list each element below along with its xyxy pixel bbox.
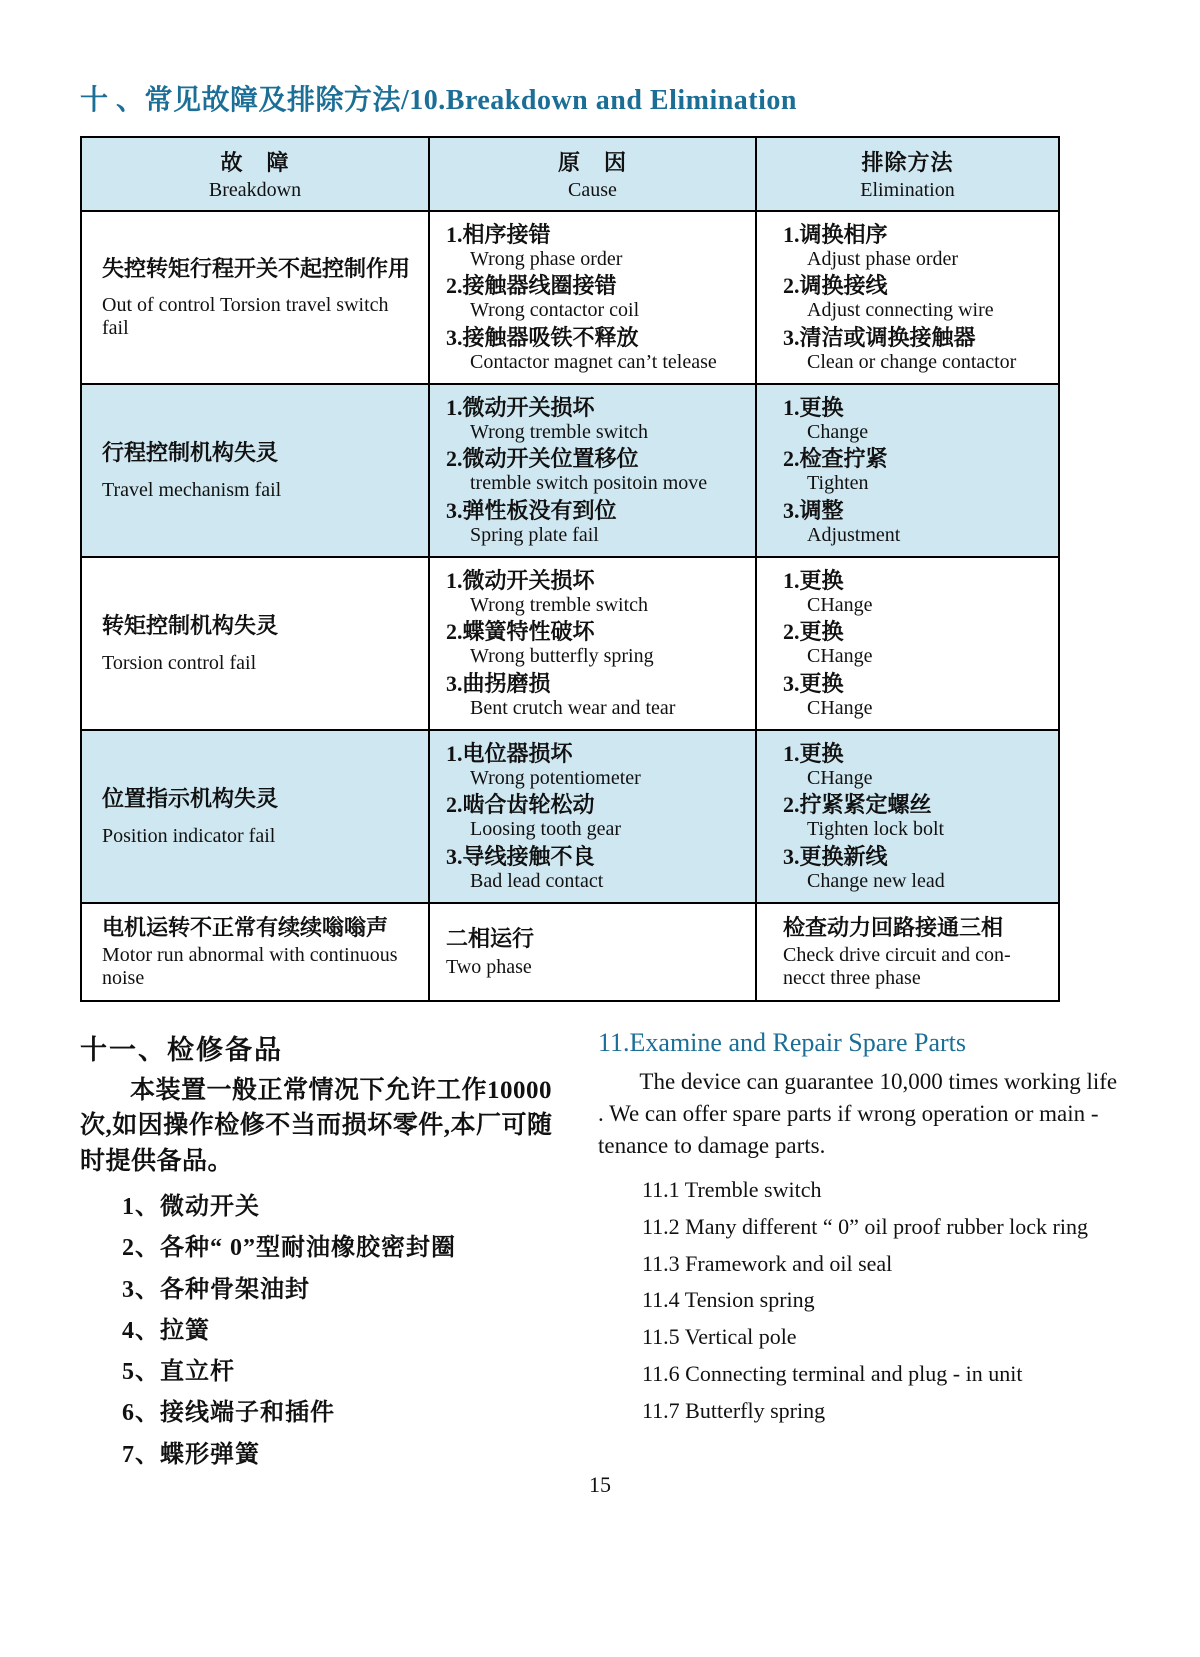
item-en: Wrong contactor coil	[470, 299, 640, 322]
item-en: Tighten lock bolt	[807, 818, 945, 841]
item-zh: 3.导线接触不良	[446, 843, 595, 869]
cause-cell	[429, 384, 756, 557]
cause-cell	[429, 557, 756, 730]
item-zh: 1.更换	[783, 568, 844, 594]
item-zh: 2.蝶簧特性破坏	[446, 619, 595, 645]
item-zh: 3.曲拐磨损	[446, 670, 551, 696]
item-en: Wrong butterfly spring	[470, 645, 654, 668]
breakdown-en: Position indicator fail	[102, 824, 276, 847]
item-zh: 1.电位器损坏	[446, 741, 573, 767]
breakdown-zh: 失控转矩行程开关不起控制作用	[102, 255, 411, 281]
elimination-cell	[756, 211, 1059, 384]
item-en: Wrong potentiometer	[470, 767, 641, 790]
cell-item	[446, 446, 749, 494]
item-zh: 2.更换	[783, 619, 844, 645]
spare-part-item-zh: 7、蝶形弹簧	[122, 1441, 260, 1468]
item-zh: 2.检查拧紧	[783, 446, 888, 472]
column-header-cause	[429, 137, 756, 211]
breakdown-en: Out of control Torsion travel switch fail	[102, 294, 389, 340]
column-header-en: Elimination	[860, 179, 955, 201]
cell-item	[783, 222, 1052, 270]
breakdown-zh: 行程控制机构失灵	[102, 440, 279, 466]
elimination-cell	[756, 384, 1059, 557]
breakdown-en: Torsion control fail	[102, 651, 257, 674]
spare-part-item-en: 11.7 Butterfly spring	[642, 1397, 826, 1423]
page-content	[80, 78, 1118, 1476]
section11-english-column	[572, 1028, 1120, 1476]
table-row	[81, 384, 1059, 557]
item-en: Bent crutch wear and tear	[470, 696, 676, 719]
breakdown-cell	[81, 903, 429, 1001]
cell-item	[446, 741, 749, 789]
item-zh: 1.调换相序	[783, 222, 888, 247]
breakdown-zh: 位置指示机构失灵	[102, 786, 279, 812]
cell-item	[783, 273, 1052, 321]
spare-part-item-en: 11.1 Tremble switch	[642, 1177, 822, 1203]
item-en: Wrong phase order	[470, 247, 623, 270]
spare-part-item-en: 11.5 Vertical pole	[642, 1324, 797, 1350]
item-en: Contactor magnet can’t telease	[470, 350, 717, 373]
section11-zh-title: 十一、检修备品	[80, 1034, 283, 1065]
column-header-en: Cause	[568, 179, 617, 201]
cell-item	[783, 619, 1052, 667]
item-en: CHange	[807, 696, 873, 719]
column-header-breakdown	[81, 137, 429, 211]
item-en: Change	[807, 420, 869, 443]
spare-parts-list-en	[642, 1172, 1120, 1429]
item-en: Wrong tremble switch	[470, 594, 649, 617]
section11-zh-paragraph: 本装置一般正常情况下允许工作10000次,如因操作检修不当而损坏零件,本厂可随时提供备品。	[80, 1076, 553, 1175]
elimination-cell	[756, 557, 1059, 730]
item-en: Adjust phase order	[807, 247, 959, 270]
item-zh: 2.拧紧紧定螺丝	[783, 792, 932, 818]
cell-item	[446, 395, 749, 443]
cell-item	[446, 222, 749, 270]
column-header-elimination	[756, 137, 1059, 211]
item-zh: 1.微动开关损坏	[446, 568, 595, 594]
item-zh: 2.接触器线圈接错	[446, 273, 617, 299]
cell-item	[783, 741, 1052, 789]
breakdown-zh: 转矩控制机构失灵	[102, 613, 279, 639]
column-header-zh: 故 障	[220, 150, 290, 175]
cell-item	[783, 671, 1052, 719]
cell-item	[446, 619, 749, 667]
elimination-cell	[756, 903, 1059, 1001]
breakdown-zh: 电机运转不正常有续续嗡嗡声	[102, 915, 389, 941]
cell-item	[783, 568, 1052, 616]
item-zh: 检查动力回路接通三相	[783, 914, 1004, 940]
table-row	[81, 557, 1059, 730]
breakdown-en: Travel mechanism fail	[102, 478, 282, 501]
spare-part-item-zh: 3、各种骨架油封	[122, 1276, 310, 1303]
item-zh: 二相运行	[446, 925, 535, 951]
cell-item	[446, 792, 749, 840]
elimination-cell	[756, 730, 1059, 903]
section11	[80, 1028, 1120, 1476]
item-en: Adjust connecting wire	[807, 299, 994, 322]
item-zh: 2.调换接线	[783, 273, 888, 299]
spare-parts-list-zh	[122, 1187, 572, 1476]
item-en: Tighten	[807, 472, 869, 495]
item-zh: 1.更换	[783, 395, 844, 421]
cause-cell	[429, 211, 756, 384]
cell-item	[783, 915, 1052, 990]
item-en: Change new lead	[807, 869, 945, 892]
item-en: Two phase	[446, 955, 532, 978]
cause-cell	[429, 903, 756, 1001]
breakdown-cell	[81, 211, 429, 384]
item-en: Check drive circuit and con-necct three phase	[783, 944, 1011, 989]
breakdown-en: Motor run abnormal with continuous noise	[102, 943, 398, 989]
spare-part-item-en: 11.2 Many different “ 0” oil proof rubber lock ring	[642, 1213, 1088, 1239]
item-zh: 3.调整	[783, 497, 844, 523]
item-en: Bad lead contact	[470, 869, 604, 892]
cell-item	[446, 844, 749, 892]
spare-part-item-zh: 6、接线端子和插件	[122, 1400, 335, 1427]
item-en: CHange	[807, 645, 873, 668]
table-row	[81, 211, 1059, 384]
cause-cell	[429, 730, 756, 903]
column-header-en: Breakdown	[208, 179, 302, 201]
page-number: 15	[589, 1472, 611, 1497]
cell-item	[446, 273, 749, 321]
breakdown-cell	[81, 384, 429, 557]
spare-part-item-en: 11.6 Connecting terminal and plug - in unit	[642, 1360, 1023, 1386]
cell-item	[783, 446, 1052, 494]
item-zh: 1.相序接错	[446, 222, 551, 247]
item-en: Adjustment	[807, 523, 901, 546]
section10-title: 十 、常见故障及排除方法/10.Breakdown and Elimination	[80, 85, 797, 116]
item-en: Spring plate fail	[470, 523, 599, 546]
cell-item	[783, 325, 1052, 373]
column-header-zh: 原 因	[557, 150, 627, 175]
cell-item	[783, 395, 1052, 443]
item-en: CHange	[807, 767, 873, 790]
cell-item	[446, 671, 749, 719]
spare-part-item-zh: 5、直立杆	[122, 1359, 235, 1386]
item-zh: 1.更换	[783, 741, 844, 767]
item-en: Wrong tremble switch	[470, 420, 649, 443]
spare-part-item-en: 11.4 Tension spring	[642, 1287, 815, 1313]
cell-item	[446, 568, 749, 616]
item-zh: 3.弹性板没有到位	[446, 497, 617, 523]
item-zh: 3.更换	[783, 670, 844, 696]
breakdown-table	[80, 136, 1060, 1002]
table-row	[81, 903, 1059, 1001]
table-row	[81, 730, 1059, 903]
cell-item	[446, 325, 749, 373]
spare-part-item-zh: 2、各种“ 0”型耐油橡胶密封圈	[122, 1235, 456, 1262]
table-header-row	[81, 137, 1059, 211]
item-en: Clean or change contactor	[807, 350, 1017, 373]
cell-item	[783, 498, 1052, 546]
spare-part-item-zh: 1、微动开关	[122, 1194, 260, 1221]
section11-en-title: 11.Examine and Repair Spare Parts	[598, 1027, 966, 1057]
breakdown-cell	[81, 730, 429, 903]
spare-part-item-zh: 4、拉簧	[122, 1317, 210, 1344]
item-en: tremble switch positoin move	[470, 472, 708, 495]
item-zh: 1.微动开关损坏	[446, 395, 595, 421]
column-header-zh: 排除方法	[861, 150, 954, 175]
cell-item	[783, 792, 1052, 840]
item-zh: 3.清洁或调换接触器	[783, 324, 976, 350]
cell-item	[783, 844, 1052, 892]
section11-chinese-column	[80, 1028, 572, 1476]
cell-item	[446, 498, 749, 546]
item-en: Loosing tooth gear	[470, 818, 622, 841]
item-en: CHange	[807, 594, 873, 617]
item-zh: 2.啮合齿轮松动	[446, 792, 595, 818]
section11-en-paragraph: The device can guarantee 10,000 times working life . We can offer spare parts if wrong operation or main -tenance to damage parts.	[598, 1068, 1118, 1158]
breakdown-cell	[81, 557, 429, 730]
cell-item	[446, 926, 749, 978]
item-zh: 3.更换新线	[783, 843, 888, 869]
item-zh: 2.微动开关位置移位	[446, 446, 639, 472]
item-zh: 3.接触器吸铁不释放	[446, 324, 639, 350]
spare-part-item-en: 11.3 Framework and oil seal	[642, 1250, 893, 1276]
